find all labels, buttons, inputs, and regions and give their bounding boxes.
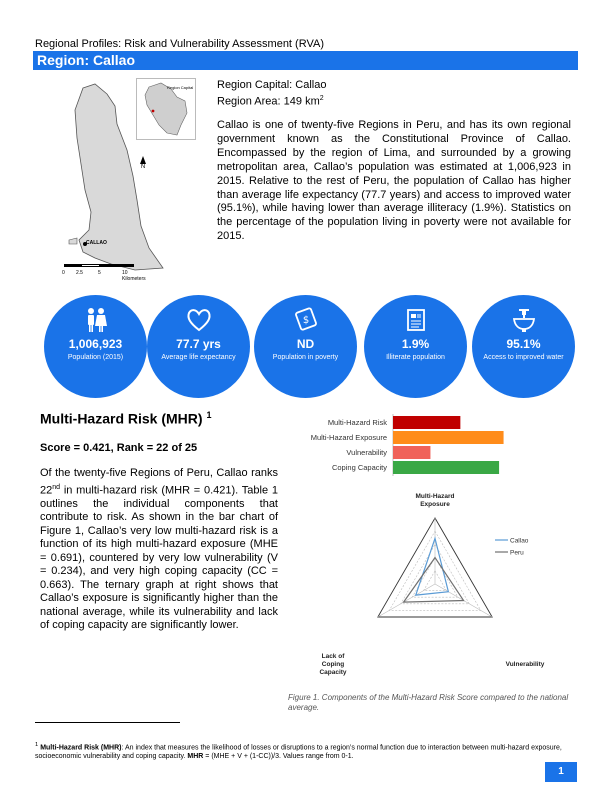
radar-axis-label: Capacity <box>319 669 347 676</box>
stat-population <box>44 295 147 398</box>
page-number: 1 <box>545 762 577 782</box>
bar-category-label: Vulnerability <box>346 448 387 457</box>
scale-tick: 5 <box>98 270 101 276</box>
stat-label: Population in poverty <box>272 354 339 361</box>
legend-label: Callao <box>510 537 529 545</box>
bar-category-label: Multi-Hazard Exposure <box>310 433 387 442</box>
stat-water-access <box>472 295 575 398</box>
faucet-icon <box>472 307 575 333</box>
north-arrow-icon: N <box>138 146 148 170</box>
scale-tick: 0 <box>62 270 65 276</box>
svg-text:$: $ <box>302 315 309 326</box>
bar-2 <box>393 446 430 459</box>
money-hand-icon <box>254 307 357 333</box>
radar-axis-label: Coping <box>321 661 345 668</box>
stat-value: 95.1% <box>506 337 541 351</box>
region-title: Region: Callao <box>37 52 136 68</box>
stat-value: 77.7 yrs <box>176 337 221 351</box>
region-capital: Region Capital: Callao <box>217 79 327 91</box>
footnote-ref: 1 <box>206 410 212 420</box>
radar-axis-label: Vulnerability <box>505 661 545 668</box>
stat-label: Access to improved water <box>483 354 564 361</box>
intro-paragraph: Callao is one of twenty-five Regions in Peru, and has its own regional government known as the Constitutional Province of Callao. Encompassed by the region of Lima, and surrounded by a growing metropolitan area, Callao’s population was estimated at 1,006,923 in 2015. Relative to the rest of Peru, the population of Callao has higher than average life expectancy (77.7 years) and access to improved water (95.1%), while having lower than average illiteracy (1.9%). Statistics on the percentage of the population living in poverty were not available for 2015. <box>217 119 571 243</box>
stat-life-expectancy <box>147 295 250 398</box>
mhr-paragraph: Of the twenty-five Regions of Peru, Callao ranks 22nd in multi-hazard risk (MHR = 0.421). Table 1 outlines the individual components that contribute to risk. As shown in the bar chart of Figure 1, Callao’s very low multi-hazard risk is a function of its high multi-hazard exposure (MHE = 0.691), countered by very low vulnerability (V = 0.234), and very high coping capacity (CC = 0.663). The ternary graph at right shows that Callao’s exposure is significantly higher than the national average, while its vulnerability and lack of coping capacity are significantly lower. <box>40 467 278 632</box>
footnote-divider <box>35 722 180 723</box>
bar-category-label: Coping Capacity <box>331 463 387 472</box>
radar-spoke <box>378 584 435 617</box>
region-capital-info <box>217 79 326 109</box>
stat-poverty <box>254 295 357 398</box>
map-city-label: CALLAO <box>86 240 107 246</box>
profile-subtitle: Regional Profiles: Risk and Vulnerability Assessment (RVA) <box>35 38 324 50</box>
scale-tick: 2.5 <box>76 270 83 276</box>
region-area: Region Area: 149 $km^2$ <box>217 95 324 108</box>
region-title-bar <box>33 51 578 70</box>
stat-label: Illiterate population <box>386 354 445 361</box>
bar-0 <box>393 416 460 429</box>
radar-axis-label: Lack of <box>321 653 345 660</box>
legend-label: Peru <box>510 549 524 557</box>
stat-label: Population (2015) <box>67 354 124 361</box>
radar-axis-label: Multi-Hazard <box>415 493 455 500</box>
map-scale-bar <box>60 262 150 282</box>
stat-value: ND <box>296 337 315 351</box>
peru-inset-map <box>136 78 196 140</box>
mhr-score: Score = 0.421, Rank = 22 of 25 <box>40 442 198 454</box>
bar-3 <box>393 461 499 474</box>
mhr-figure <box>285 410 585 690</box>
radar-series-callao <box>416 538 449 595</box>
stat-illiteracy <box>364 295 467 398</box>
bar-category-label: Multi-Hazard Risk <box>327 418 387 427</box>
radar-axis-label: Exposure <box>420 501 450 508</box>
stat-label: Average life expectancy <box>161 354 236 361</box>
scale-tick: 10 Kilometers <box>122 270 146 282</box>
mhr-heading: Multi-Hazard Risk (MHR) $^1$ <box>40 410 212 427</box>
heart-icon <box>147 307 250 333</box>
figure-caption: Figure 1. Components of the Multi-Hazard Risk Score compared to the national average. <box>288 693 569 712</box>
stat-value: 1,006,923 <box>68 337 123 351</box>
footnote: $^1$ Multi-Hazard Risk (MHR): An index that measures the likelihood of losses or disruptions to a region’s normal function due to interaction between multi-hazard exposure, socioeconomic vulnerability and coping capacity. MHR = (MHE + V + (1-CC))/3. Values range from 0-1. <box>35 742 562 761</box>
people-icon <box>44 307 147 333</box>
inset-legend-label: Region Capital <box>167 85 194 90</box>
stat-value: 1.9% <box>401 337 430 351</box>
bar-1 <box>393 431 504 444</box>
document-icon <box>364 307 467 333</box>
